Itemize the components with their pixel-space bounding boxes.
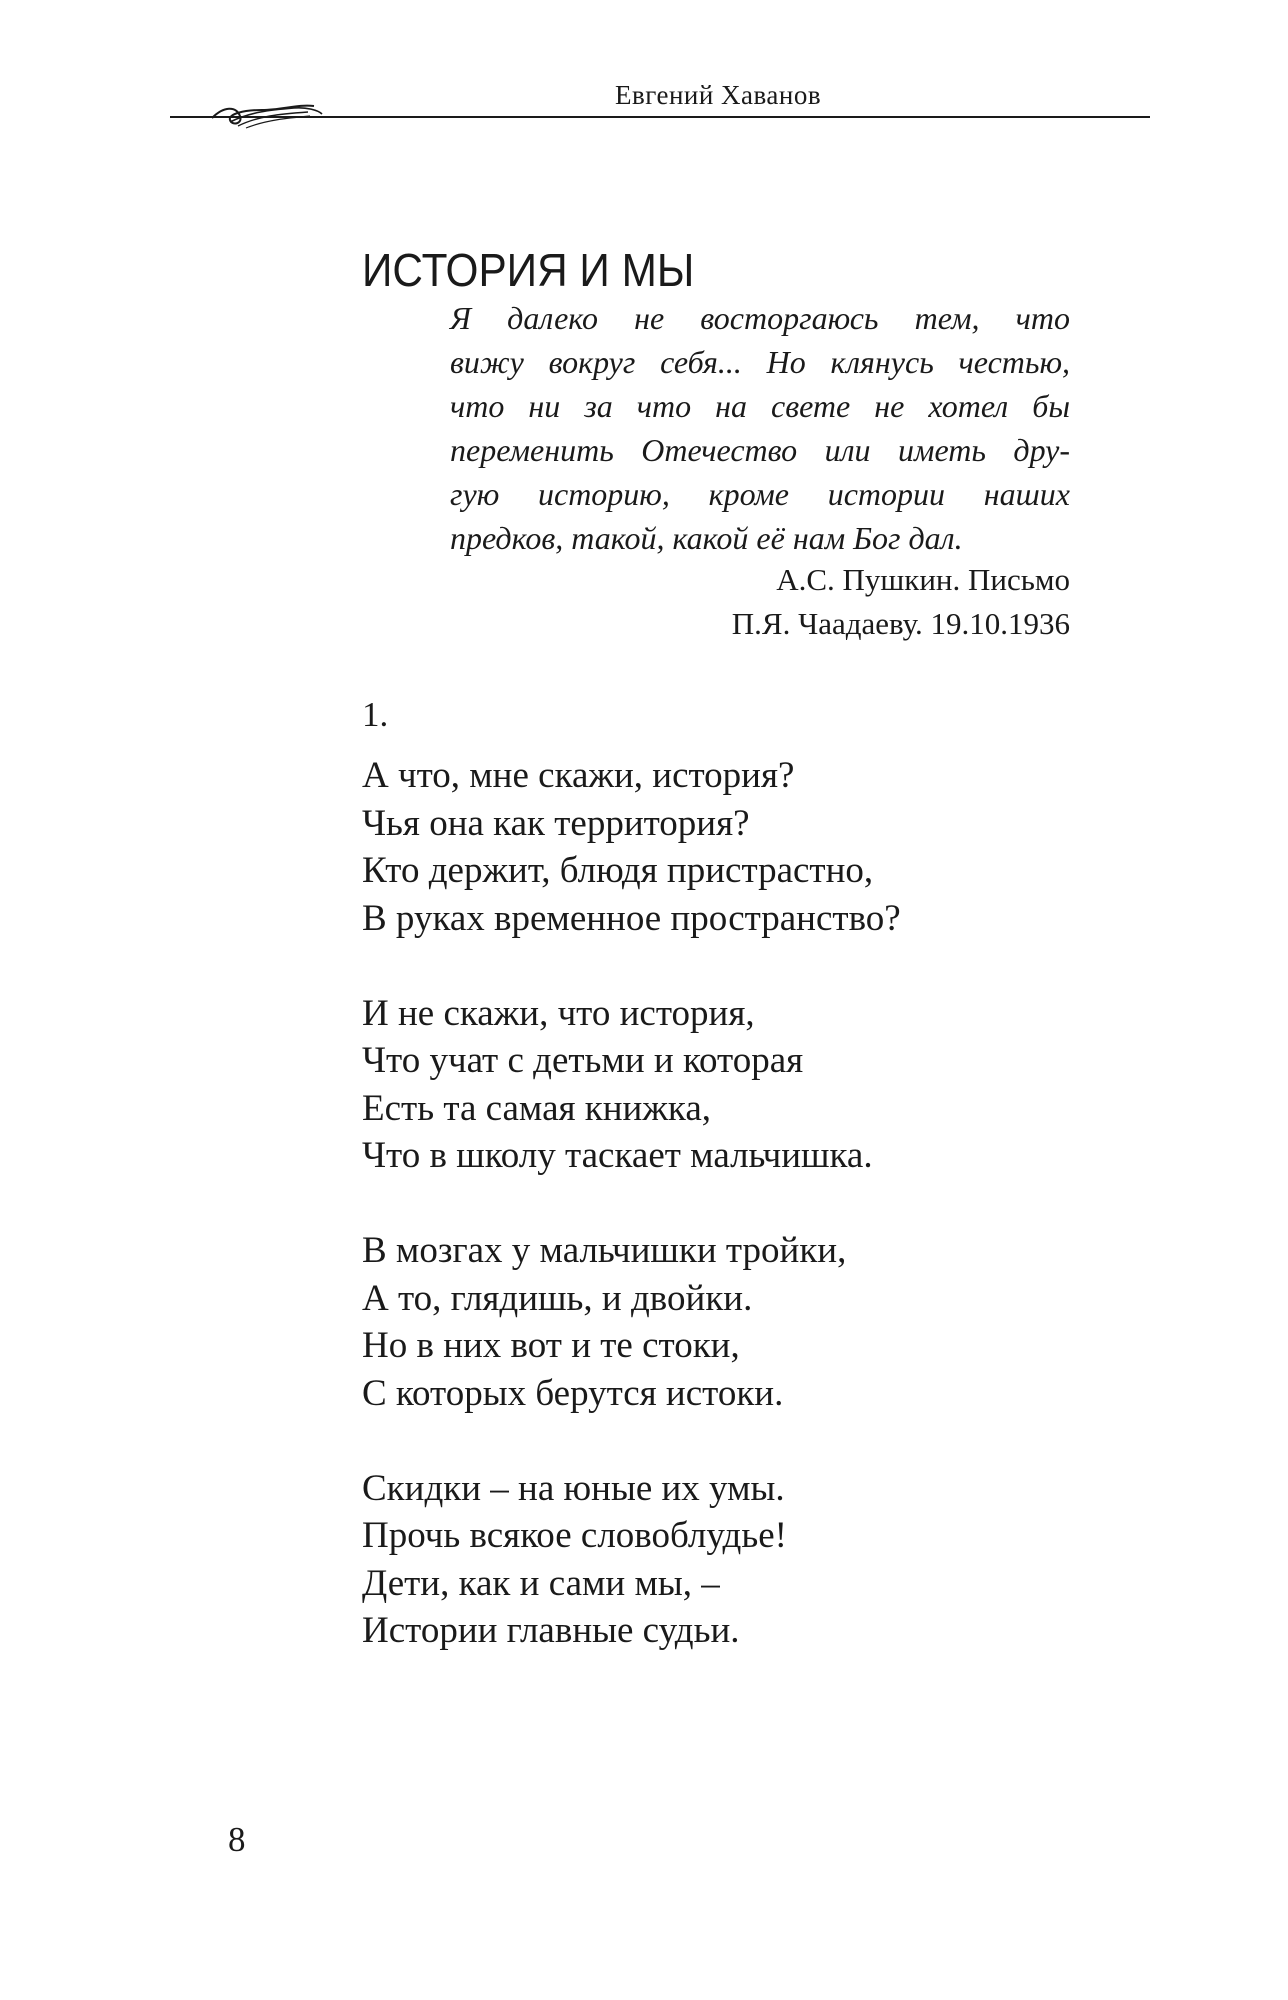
verse-line: Прочь всякое словоблудье!	[362, 1515, 787, 1556]
verse-line: В руках временное пространство?	[362, 897, 901, 939]
epigraph-attribution	[732, 558, 1070, 646]
page-number: 8	[228, 1820, 246, 1859]
epigraph-line: переменить Отечество или иметь дру-	[450, 432, 1070, 468]
verse-line: Что в школу таскает мальчишка.	[362, 1135, 873, 1176]
poem-title: ИСТОРИЯ И МЫ	[362, 243, 695, 296]
section-number: 1.	[362, 695, 389, 734]
stanza	[362, 1465, 901, 1655]
verse-line: Чья она как территория?	[362, 802, 750, 844]
stanza	[362, 990, 901, 1180]
verse-line: Дети, как и сами мы, –	[362, 1562, 720, 1604]
verse-line: Есть та самая книжка,	[362, 1087, 711, 1129]
attribution-line: П.Я. Чаадаеву. 19.10.1936	[731, 606, 1070, 641]
verse-line: Скидки – на юные их умы.	[362, 1467, 785, 1509]
verse-line: А то, глядишь, и двойки.	[362, 1277, 753, 1319]
verse-line: Что учат с детьми и которая	[362, 1040, 804, 1081]
epigraph	[450, 296, 1070, 560]
poem-body	[362, 752, 901, 1702]
stanza	[362, 752, 901, 942]
verse-line: Истории главные судьи.	[362, 1610, 740, 1651]
epigraph-line: предков, такой, какой её нам Бог дал.	[450, 520, 963, 556]
flourish-ornament-icon	[210, 100, 330, 134]
verse-line: Кто держит, блюдя пристрастно,	[362, 850, 874, 891]
verse-line: С которых берутся истоки.	[362, 1372, 784, 1414]
epigraph-line: Я далеко не восторгаюсь тем, что	[450, 300, 1070, 336]
epigraph-line: гую историю, кроме истории наших	[450, 476, 1070, 512]
stanza	[362, 1227, 901, 1417]
verse-line: И не скажи, что история,	[362, 992, 755, 1034]
epigraph-line: что ни за что на свете не хотел бы	[450, 388, 1070, 424]
verse-line: Но в них вот и те стоки,	[362, 1325, 740, 1366]
verse-line: А что, мне скажи, история?	[362, 755, 795, 796]
attribution-line: А.С. Пушкин. Письмо	[776, 562, 1070, 597]
epigraph-line: вижу вокруг себя... Но клянусь честью,	[450, 344, 1070, 380]
running-head-author: Евгений Хаванов	[615, 80, 822, 110]
verse-line: В мозгах у мальчишки тройки,	[362, 1230, 847, 1271]
